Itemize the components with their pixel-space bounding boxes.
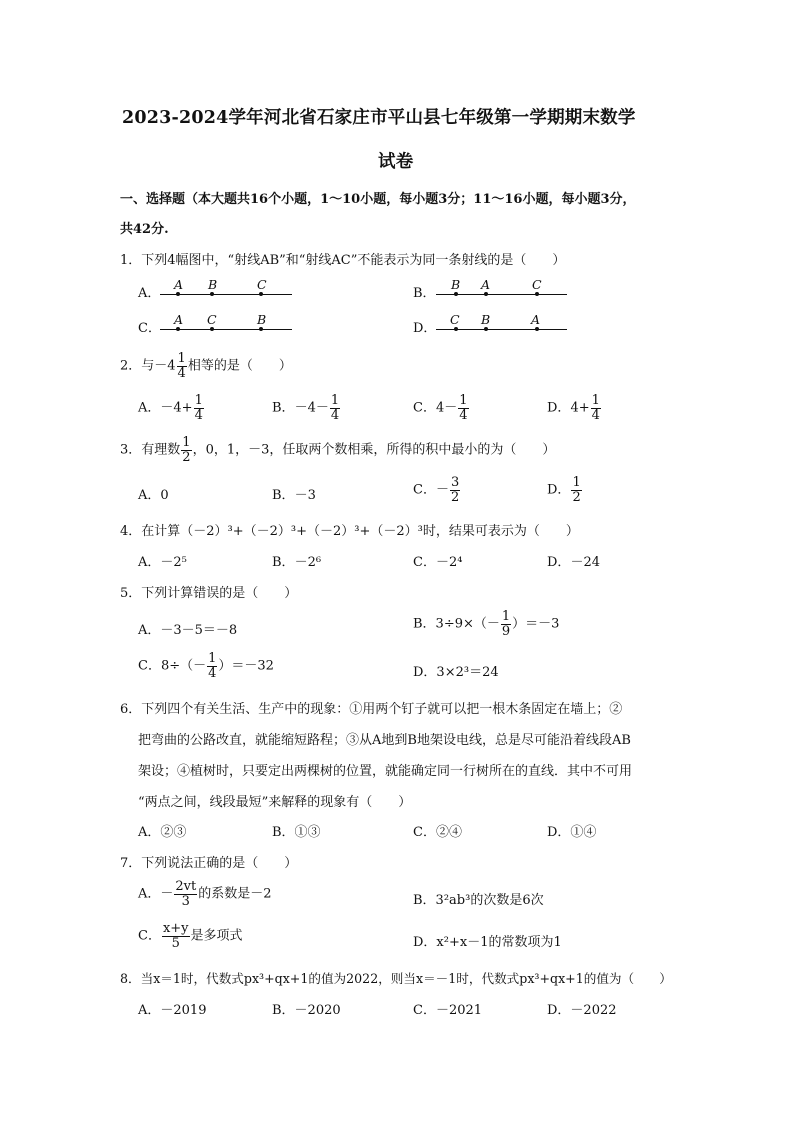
q1-option-b-letter: B． (413, 286, 436, 301)
q6-option-a: A．②③ (138, 825, 187, 840)
q8-option-d: D．－2022 (547, 1003, 617, 1018)
q1d-label-3: A (531, 312, 541, 327)
q2-fraction: $\frac{1}{4}$ (177, 351, 186, 381)
q6-line4: “两点之间，线段最短”来解释的现象有（ ） (138, 795, 412, 810)
q1d-label-2: B (481, 312, 491, 327)
q1a-label-2: B (208, 277, 218, 292)
section-header-line1: 一、选择题（本大题共16个小题，1～10小题，每小题3分；11～16小题，每小题3分， (120, 192, 636, 207)
q7-option-d: D．x²+x－1的常数项为1 (413, 935, 562, 950)
q3-option-a: A．0 (138, 488, 169, 503)
q4-option-d: D．－24 (547, 555, 600, 570)
q1-option-a-letter: A． (138, 286, 161, 301)
q1a-label-1: A (174, 277, 184, 292)
q1c-label-1: A (174, 312, 184, 327)
page-title-line2: 试卷 (378, 152, 414, 172)
q8-option-b: B．－2020 (272, 1003, 341, 1018)
q2-stem-pre: 2．与－4 (120, 358, 176, 374)
q8-option-c: C．－2021 (413, 1003, 483, 1018)
q1b-label-3: C (532, 277, 542, 292)
q5-option-c: C．8÷（－ $\frac{1}{4}$ ）＝－32 (138, 651, 274, 681)
q3-stem: 3．有理数 $\frac{1}{2}$ ，0，1，－3，任取两个数相乘，所得的积中最小的为（ ） (120, 435, 556, 465)
q2-option-d: D．4+ $\frac{1}{4}$ (547, 393, 600, 423)
q1-option-c-letter: C． (138, 321, 161, 336)
q1-option-d-letter: D． (413, 321, 437, 336)
q8-option-a: A．－2019 (138, 1003, 207, 1018)
q1-stem: 1．下列4幅图中，“射线AB”和“射线AC”不能表示为同一条射线的是（ ） (120, 253, 566, 268)
q7-option-b: B．3²ab³的次数是6次 (413, 893, 544, 908)
q3-option-d: D． $\frac{1}{2}$ (547, 475, 581, 505)
q3-option-b: B．－3 (272, 488, 316, 503)
q2-option-b: B．－4－ $\frac{1}{4}$ (272, 393, 340, 423)
q6-option-c: C．②④ (413, 825, 462, 840)
q5-option-d: D．3×2³＝24 (413, 665, 499, 680)
q6-line3: 架设；④植树时，只要定出两棵树的位置，就能确定同一行树所在的直线．其中不可用 (138, 764, 633, 779)
q3-fraction: $\frac{1}{2}$ (182, 435, 191, 465)
q1b-label-1: B (451, 277, 461, 292)
q1a-label-3: C (257, 277, 267, 292)
q6-option-d: D．①④ (547, 825, 597, 840)
q6-line2: 把弯曲的公路改直，就能缩短路程；③从A地到B地架设电线，总是尽可能沿着线段AB (138, 733, 631, 748)
page-title-line1: 2023-2024学年河北省石家庄市平山县七年级第一学期期末数学 (122, 108, 636, 128)
q6-line1: 6．下列四个有关生活、生产中的现象：①用两个钉子就可以把一根木条固定在墙上；② (120, 702, 623, 717)
q2-option-a: A．－4+ $\frac{1}{4}$ (138, 393, 203, 423)
q2-stem (120, 352, 292, 380)
q1c-label-2: C (207, 312, 217, 327)
q4-option-b: B．－2⁶ (272, 555, 322, 570)
section-header-line2: 共42分. (120, 222, 169, 237)
q1c-label-3: B (257, 312, 267, 327)
q1d-label-1: C (450, 312, 460, 327)
q5-option-b: B．3÷9×（－ $\frac{1}{9}$ ）＝－3 (413, 609, 560, 639)
q7-option-a: A．－ $\frac{2vt}{3}$ 的系数是－2 (138, 879, 272, 909)
q5-stem: 5．下列计算错误的是（ ） (120, 586, 298, 601)
q1b-label-2: A (481, 277, 491, 292)
q6-option-b: B．①③ (272, 825, 321, 840)
q4-option-c: C．－2⁴ (413, 555, 463, 570)
q5-option-a: A．－3－5＝－8 (138, 623, 238, 638)
q2-stem-post: 相等的是（ ） (187, 358, 292, 374)
q4-option-a: A．－2⁵ (138, 555, 187, 570)
q4-stem: 4．在计算（－2）³+（－2）³+（－2）³+（－2）³时，结果可表示为（ ） (120, 524, 579, 539)
q2-option-c: C．4－ $\frac{1}{4}$ (413, 393, 468, 423)
q8-stem: 8．当x＝1时，代数式px³+qx+1的值为2022，则当x＝－1时，代数式px³+qx+1的值为（ ） (120, 971, 672, 986)
q7-stem: 7．下列说法正确的是（ ） (120, 856, 298, 871)
q7-option-c: C． $\frac{x+y}{5}$ 是多项式 (138, 921, 243, 951)
q3-option-c: C．－ $\frac{3}{2}$ (413, 475, 460, 505)
